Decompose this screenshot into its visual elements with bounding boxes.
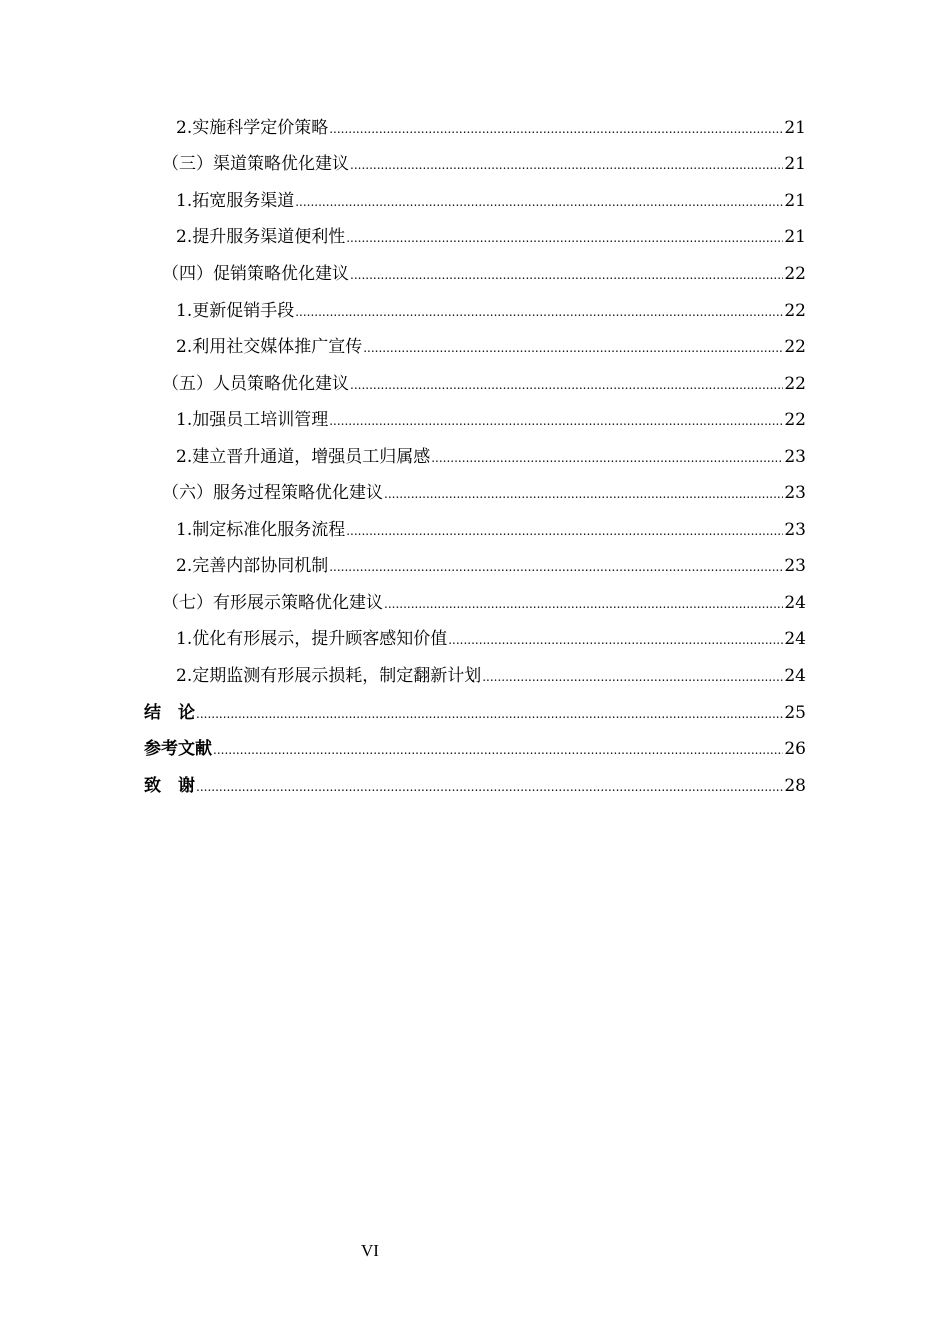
toc-leader-dots xyxy=(384,482,783,505)
toc-leader-dots xyxy=(448,628,783,651)
toc-entry[interactable] xyxy=(176,665,806,687)
toc-entry-title: 1.更新促销手段 xyxy=(176,301,295,321)
page-number: VI xyxy=(361,1241,379,1260)
toc-entry-page: 28 xyxy=(784,776,806,796)
toc-entry[interactable] xyxy=(176,409,806,431)
toc-entry[interactable] xyxy=(176,555,806,577)
toc-entry[interactable] xyxy=(162,153,806,175)
toc-leader-dots xyxy=(350,373,783,396)
toc-entry-title: （三）渠道策略优化建议 xyxy=(162,154,349,174)
toc-entry-page: 22 xyxy=(784,301,806,321)
toc-entry[interactable] xyxy=(176,336,806,358)
toc-entry[interactable] xyxy=(176,300,806,322)
toc-entry-title: 1.优化有形展示，提升顾客感知价值 xyxy=(176,629,448,649)
toc-entry-page: 24 xyxy=(784,593,806,613)
toc-entry-title: 1.加强员工培训管理 xyxy=(176,410,329,430)
toc-entry[interactable] xyxy=(176,226,806,248)
toc-entry-title: 2.完善内部协同机制 xyxy=(176,556,329,576)
toc-entry[interactable] xyxy=(176,117,806,139)
toc-leader-dots xyxy=(431,446,783,469)
toc-entry[interactable] xyxy=(144,738,806,760)
toc-entry[interactable] xyxy=(144,775,806,797)
toc-leader-dots xyxy=(329,117,783,140)
toc-entry-page: 24 xyxy=(784,629,806,649)
toc-entry-page: 22 xyxy=(784,337,806,357)
toc-entry-title: 2.建立晋升通道，增强员工归属感 xyxy=(176,447,431,467)
toc-entry-page: 25 xyxy=(784,703,806,723)
toc-leader-dots xyxy=(363,336,783,359)
toc-leader-dots xyxy=(329,409,783,432)
toc-entry-title: （六）服务过程策略优化建议 xyxy=(162,483,383,503)
toc-entry[interactable] xyxy=(162,263,806,285)
toc-entry-page: 21 xyxy=(784,118,806,138)
toc-entry-title: 2.利用社交媒体推广宣传 xyxy=(176,337,363,357)
toc-leader-dots xyxy=(329,555,783,578)
toc-entry-page: 23 xyxy=(784,520,806,540)
toc-entry[interactable] xyxy=(162,373,806,395)
toc-entry-page: 24 xyxy=(784,666,806,686)
toc-entry-page: 21 xyxy=(784,227,806,247)
toc-entry-title: （四）促销策略优化建议 xyxy=(162,264,349,284)
toc-entry-title: 结 论 xyxy=(144,703,195,723)
toc-leader-dots xyxy=(482,665,783,688)
toc-entry-page: 22 xyxy=(784,374,806,394)
toc-entry-page: 23 xyxy=(784,483,806,503)
toc-leader-dots xyxy=(350,153,783,176)
toc-entry-title: （七）有形展示策略优化建议 xyxy=(162,593,383,613)
toc-entry-title: 参考文献 xyxy=(144,739,212,759)
toc-leader-dots xyxy=(346,226,783,249)
toc-leader-dots xyxy=(384,592,783,615)
toc-entry-title: 致 谢 xyxy=(144,776,195,796)
toc-leader-dots xyxy=(295,190,783,213)
toc-entry[interactable] xyxy=(176,446,806,468)
toc-leader-dots xyxy=(196,702,783,725)
toc-entry-title: 2.提升服务渠道便利性 xyxy=(176,227,346,247)
toc-leader-dots xyxy=(346,519,783,542)
toc-entry-title: 1.制定标准化服务流程 xyxy=(176,520,346,540)
toc-entry[interactable] xyxy=(162,592,806,614)
toc-entry-page: 23 xyxy=(784,556,806,576)
toc-entry-title: 2.定期监测有形展示损耗，制定翻新计划 xyxy=(176,666,482,686)
toc-entry-title: （五）人员策略优化建议 xyxy=(162,374,349,394)
toc-entry-page: 26 xyxy=(784,739,806,759)
toc-entry[interactable] xyxy=(176,519,806,541)
toc-leader-dots xyxy=(196,775,783,798)
toc-entry-page: 21 xyxy=(784,154,806,174)
toc-entry-title: 1.拓宽服务渠道 xyxy=(176,191,295,211)
toc-entry[interactable] xyxy=(176,190,806,212)
toc-entry-page: 21 xyxy=(784,191,806,211)
toc-entry-page: 23 xyxy=(784,447,806,467)
toc-entry-page: 22 xyxy=(784,410,806,430)
toc-leader-dots xyxy=(350,263,783,286)
toc-entry[interactable] xyxy=(144,702,806,724)
toc-leader-dots xyxy=(295,300,783,323)
toc-entry[interactable] xyxy=(162,482,806,504)
toc-entry-title: 2.实施科学定价策略 xyxy=(176,118,329,138)
toc-entry[interactable] xyxy=(176,628,806,650)
toc-leader-dots xyxy=(213,738,783,761)
toc-entry-page: 22 xyxy=(784,264,806,284)
